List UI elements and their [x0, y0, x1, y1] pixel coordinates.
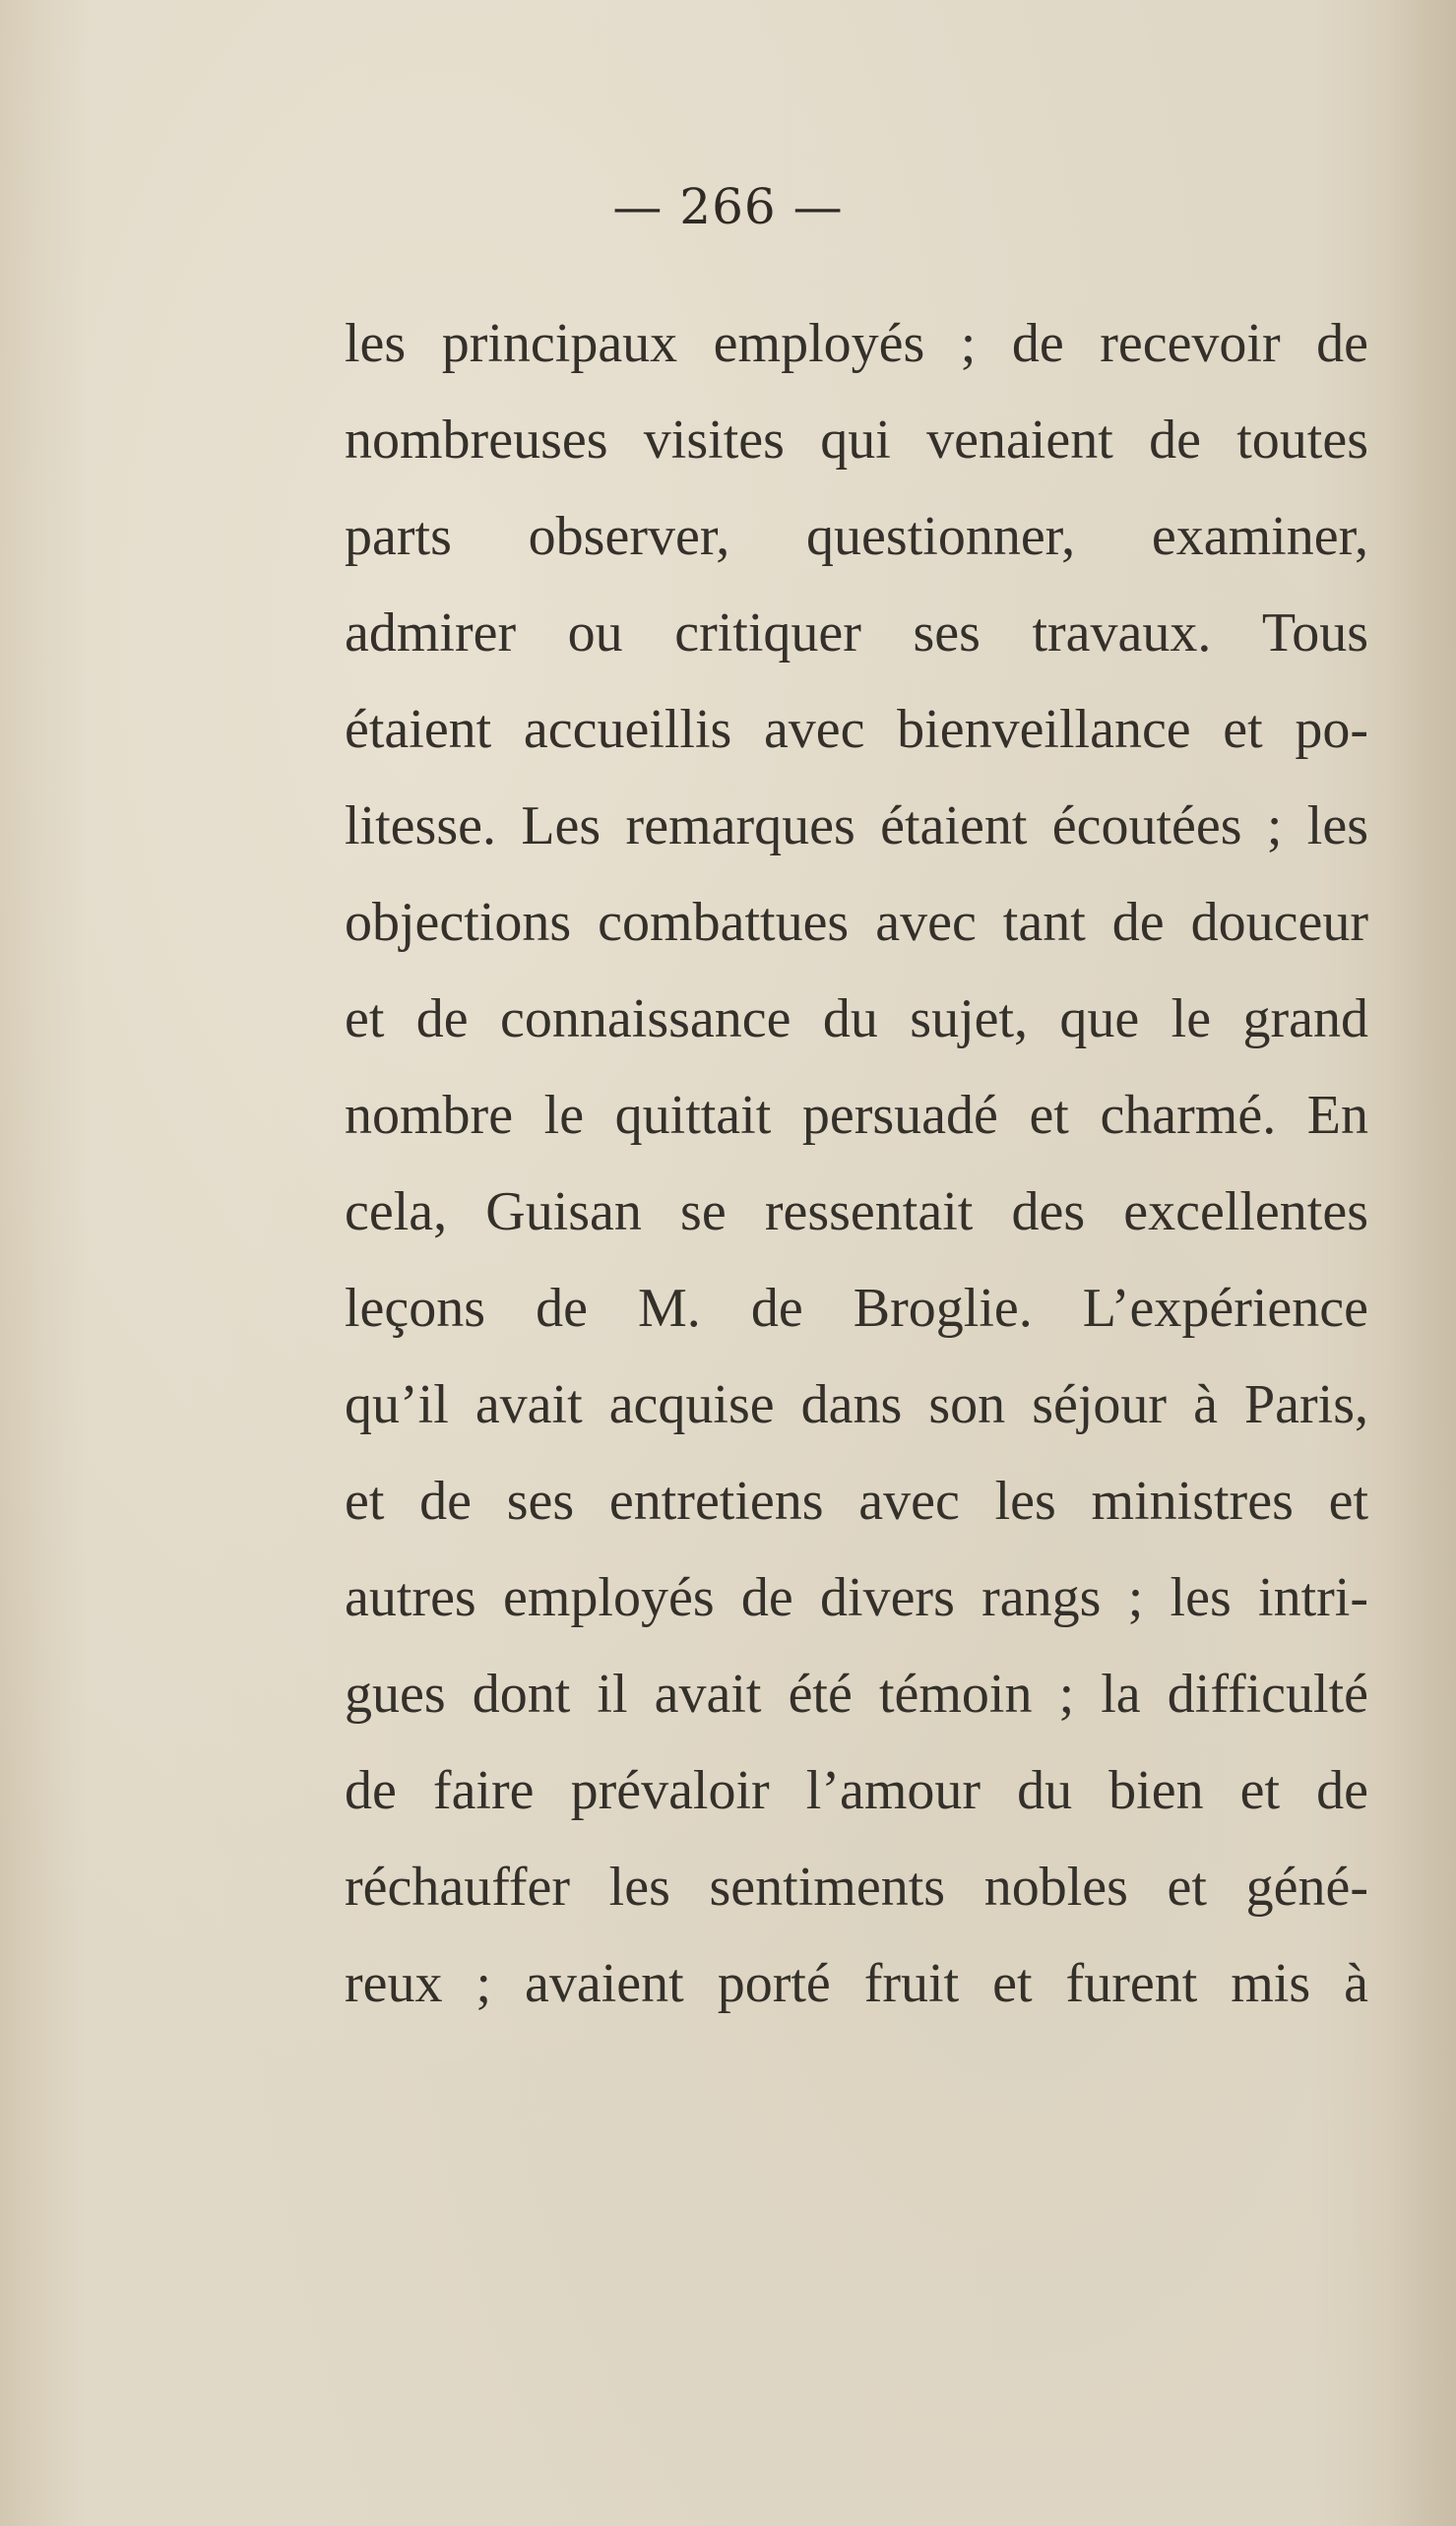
text-line: étaient accueillis avec bienveillance et po- [345, 699, 1368, 760]
text-line: nombre le quittait persuadé et charmé. En [345, 1085, 1368, 1146]
text-line: objections combattues avec tant de douceur [345, 892, 1368, 953]
text-line: reux ; avaient porté fruit et furent mis à [345, 1953, 1368, 2014]
text-line: admirer ou critiquer ses travaux. Tous [345, 602, 1368, 663]
text-line: et de ses entretiens avec les ministres et [345, 1471, 1368, 1532]
page-number: — 266 — [612, 178, 844, 235]
text-line: et de connaissance du sujet, que le grand [345, 988, 1368, 1049]
text-line: leçons de M. de Broglie. L’expérience [345, 1278, 1368, 1339]
body-text [345, 295, 1368, 2032]
text-line: cela, Guisan se ressentait des excellentes [345, 1181, 1368, 1242]
text-line: gues dont il avait été témoin ; la difficulté [345, 1664, 1368, 1725]
text-line: les principaux employés ; de recevoir de [345, 313, 1368, 374]
text-line: litesse. Les remarques étaient écoutées ; les [345, 795, 1368, 856]
text-line: nombreuses visites qui venaient de toutes [345, 410, 1368, 471]
text-line: parts observer, questionner, examiner, [345, 506, 1368, 567]
text-line: réchauffer les sentiments nobles et géné- [345, 1857, 1368, 1918]
text-line: de faire prévaloir l’amour du bien et de [345, 1760, 1368, 1821]
page-edge-shadow [1387, 0, 1456, 2526]
text-line: autres employés de divers rangs ; les intri- [345, 1567, 1368, 1628]
text-line: qu’il avait acquise dans son séjour à Paris, [345, 1374, 1368, 1435]
